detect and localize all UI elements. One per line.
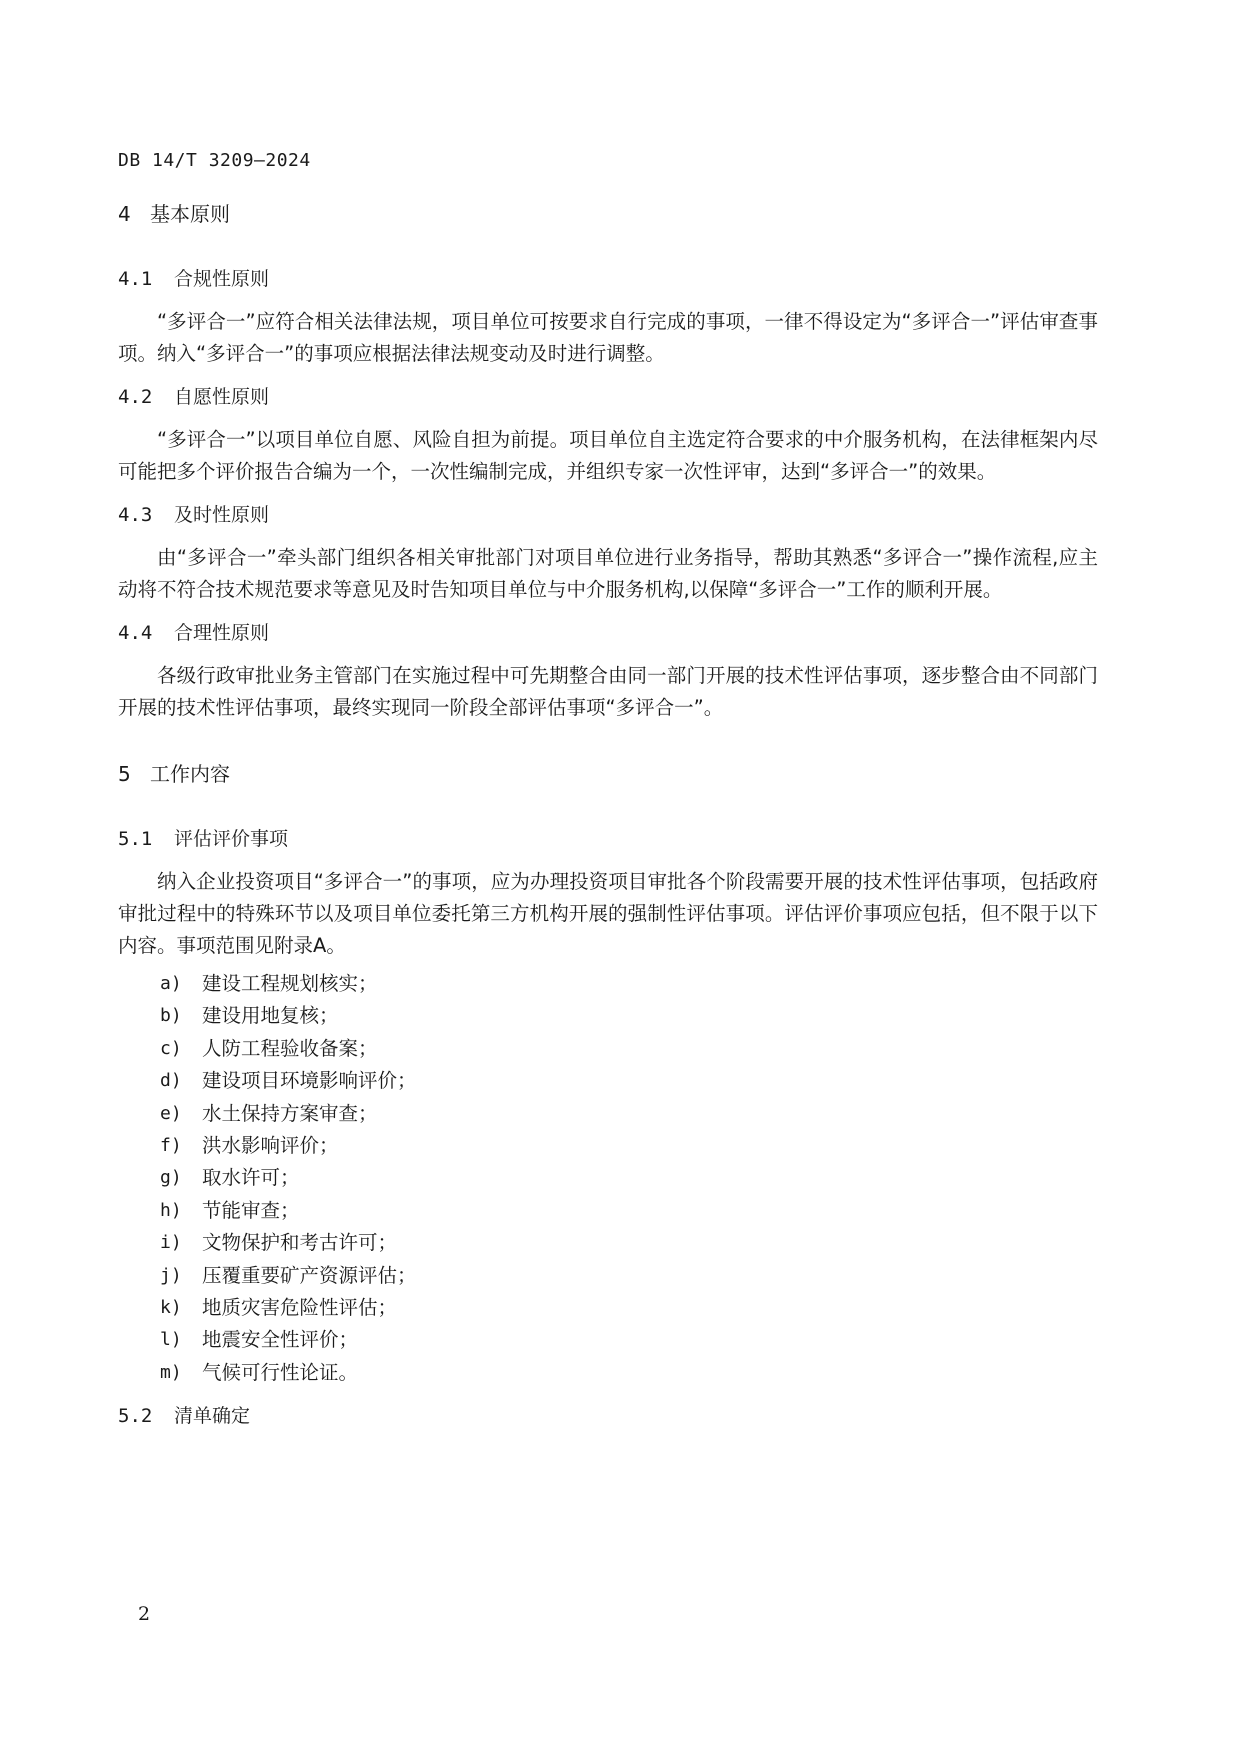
list-item-label: m) — [160, 1361, 182, 1383]
paragraph-4-3: 由“多评合一”牵头部门组织各相关审批部门对项目单位进行业务指导，帮助其熟悉“多评合一”操作流程,应主动将不符合技术规范要求等意见及时告知项目单位与中介服务机构,以保障“多评合一”工作的顺利开展。 — [118, 546, 1098, 601]
list-item-label: e) — [160, 1102, 182, 1124]
list-item — [160, 1292, 1098, 1324]
list-item — [160, 1324, 1098, 1356]
section-title: 基本原则 — [150, 202, 230, 226]
subsection-title: 自愿性原则 — [174, 386, 270, 408]
subsection-number: 4.3 — [118, 504, 153, 526]
paragraph-4-4: 各级行政审批业务主管部门在实施过程中可先期整合由同一部门开展的技术性评估事项，逐步整合由不同部门开展的技术性评估事项，最终实现同一阶段全部评估事项“多评合一”。 — [118, 664, 1098, 719]
list-item — [160, 1227, 1098, 1259]
section-heading-4 — [118, 200, 1098, 228]
list-item — [160, 968, 1098, 1000]
list-item-text: 建设项目环境影响评价； — [202, 1069, 417, 1093]
paragraph-5-1: 纳入企业投资项目“多评合一”的事项，应为办理投资项目审批各个阶段需要开展的技术性评估事项，包括政府审批过程中的特殊环节以及项目单位委托第三方机构开展的强制性评估事项。评估评价事项应包括，但不限于以下内容。事项范围见附录A。 — [118, 870, 1098, 957]
list-item-text: 洪水影响评价； — [202, 1134, 339, 1158]
subsection-heading-4-4 — [118, 620, 1098, 646]
list-item — [160, 1130, 1098, 1162]
subsection-title: 及时性原则 — [174, 504, 270, 526]
list-item-label: f) — [160, 1135, 182, 1157]
list-item-label: h) — [160, 1199, 182, 1221]
subsection-number: 5.1 — [118, 828, 153, 850]
document-body — [118, 200, 1098, 1443]
list-item-text: 气候可行性论证。 — [202, 1360, 359, 1384]
list-item-label: c) — [160, 1037, 182, 1059]
list-item-text: 节能审查； — [202, 1198, 300, 1222]
subsection-number: 4.4 — [118, 622, 153, 644]
list-item — [160, 1033, 1098, 1065]
list-item-text: 文物保护和考古许可； — [202, 1231, 398, 1255]
subsection-title: 合规性原则 — [174, 268, 270, 290]
section-heading-5 — [118, 760, 1098, 788]
list-item-label: i) — [160, 1232, 182, 1254]
list-item-label: b) — [160, 1005, 182, 1027]
list-item — [160, 1098, 1098, 1130]
list-item — [160, 1357, 1098, 1389]
section-number: 5 — [118, 762, 131, 786]
page-number: 2 — [138, 1603, 151, 1625]
list-item-label: j) — [160, 1264, 182, 1286]
document-code: DB 14/T 3209—2024 — [118, 150, 311, 171]
list-item-label: l) — [160, 1329, 182, 1351]
section-spacer — [118, 738, 1098, 760]
list-item-text: 取水许可； — [202, 1166, 300, 1190]
list-item — [160, 1260, 1098, 1292]
paragraph-4-1: “多评合一”应符合相关法律法规，项目单位可按要求自行完成的事项，一律不得设定为“多评合一”评估审查事项。纳入“多评合一”的事项应根据法律法规变动及时进行调整。 — [118, 310, 1098, 365]
list-item-text: 压覆重要矿产资源评估； — [202, 1263, 417, 1287]
list-item-label: k) — [160, 1297, 182, 1319]
list-item-text: 水土保持方案审查； — [202, 1101, 378, 1125]
subsection-heading-5-1 — [118, 826, 1098, 852]
list-item-label: d) — [160, 1070, 182, 1092]
list-item — [160, 1000, 1098, 1032]
subsection-title: 合理性原则 — [174, 622, 270, 644]
paragraph-4-2: “多评合一”以项目单位自愿、风险自担为前提。项目单位自主选定符合要求的中介服务机构，在法律框架内尽可能把多个评价报告合编为一个，一次性编制完成，并组织专家一次性评审，达到“多评合一”的效果。 — [118, 428, 1098, 483]
subsection-title: 评估评价事项 — [174, 828, 289, 850]
subsection-heading-5-2 — [118, 1403, 1098, 1429]
subsection-title: 清单确定 — [174, 1405, 251, 1428]
list-item-text: 地质灾害危险性评估； — [202, 1296, 398, 1320]
subsection-heading-4-1 — [118, 266, 1098, 292]
list-item-text: 建设工程规划核实； — [202, 972, 378, 995]
list-item — [160, 1162, 1098, 1194]
list-item — [160, 1065, 1098, 1097]
section-title: 工作内容 — [150, 762, 230, 786]
section-number: 4 — [118, 202, 131, 226]
subsection-heading-4-3 — [118, 502, 1098, 528]
list-item — [160, 1195, 1098, 1227]
list-item-label: a) — [160, 973, 182, 994]
list-item-label: g) — [160, 1167, 182, 1189]
list-item-text: 地震安全性评价； — [202, 1328, 359, 1352]
assessment-items-list — [160, 968, 1098, 1389]
subsection-heading-4-2 — [118, 384, 1098, 410]
list-item-text: 建设用地复核； — [202, 1004, 339, 1028]
subsection-number: 4.2 — [118, 386, 153, 408]
subsection-number: 4.1 — [118, 268, 153, 290]
subsection-number: 5.2 — [118, 1405, 153, 1428]
list-item-text: 人防工程验收备案； — [202, 1036, 378, 1060]
